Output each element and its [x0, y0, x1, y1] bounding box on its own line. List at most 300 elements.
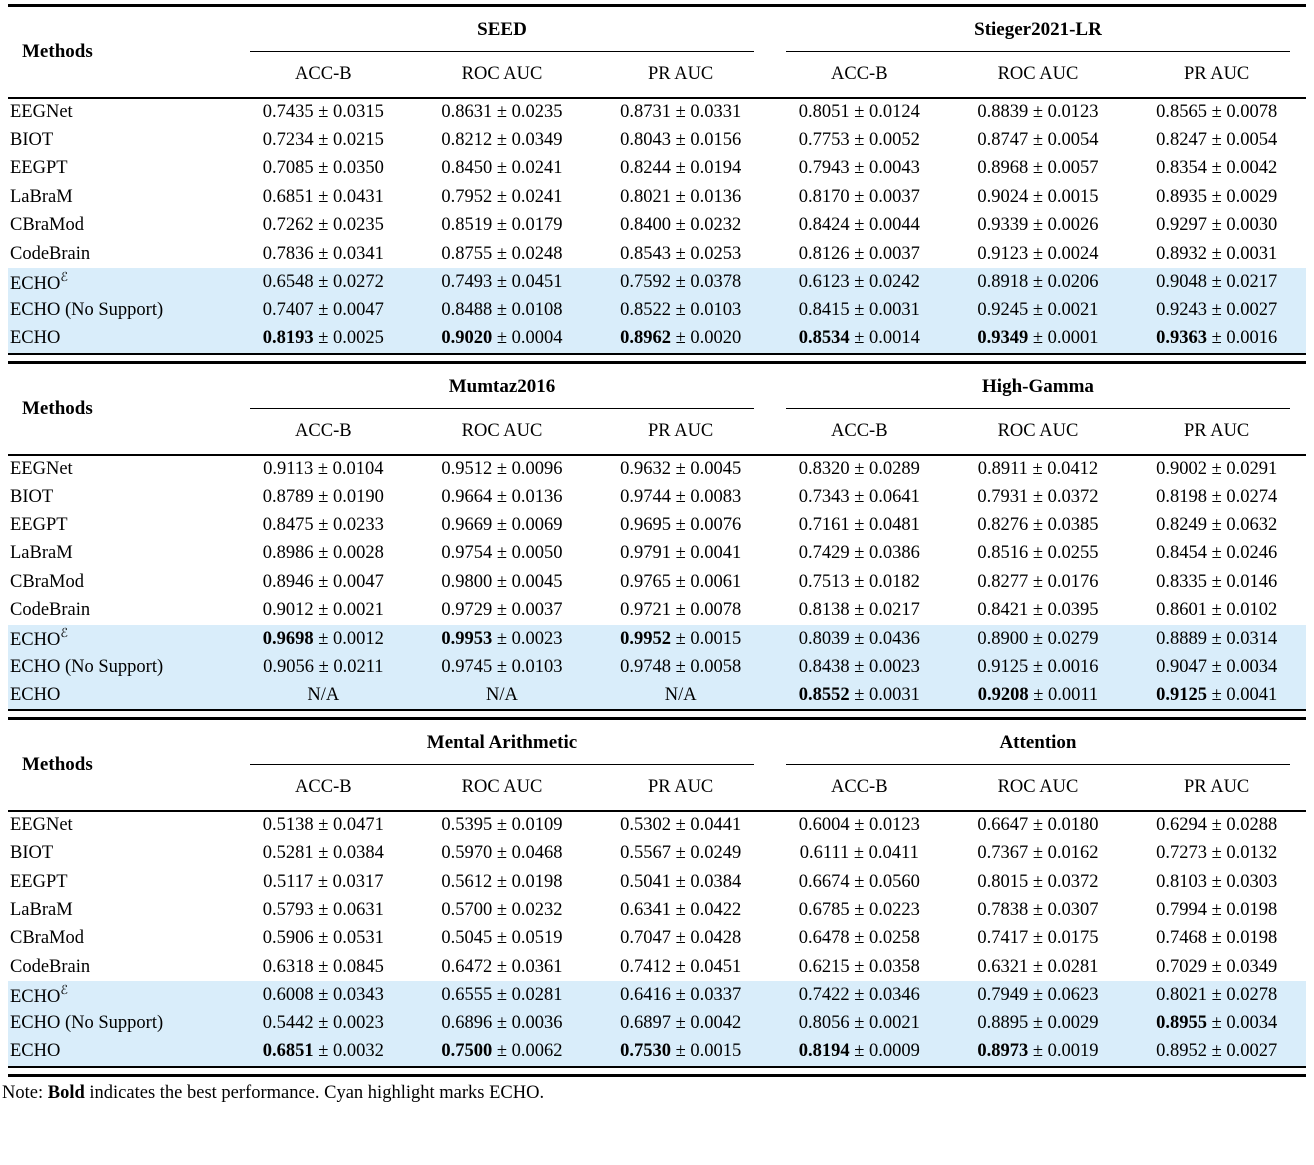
value: 0.8946 — [262, 571, 314, 592]
metric-value-cell: 0.6416 ± 0.0337 — [620, 985, 742, 1006]
table-header — [8, 719, 1306, 812]
value: 0.8911 — [977, 458, 1028, 479]
metric-value-cell: N/A — [664, 684, 697, 705]
method-name: BIOT — [10, 130, 54, 151]
method-name: $ECHO^ℰ$ — [10, 982, 68, 1008]
value: 0.8475 — [262, 514, 314, 535]
value: 0.5138 — [262, 815, 314, 836]
metric-value-cell: 0.8952 ± 0.0027 — [1156, 1041, 1278, 1062]
best-value: 0.9698 — [262, 628, 314, 649]
metric-value-cell: 0.9744 ± 0.0083 — [620, 486, 742, 507]
method-name: CodeBrain — [10, 600, 91, 621]
metric-value-cell: 0.9243 ± 0.0027 — [1156, 300, 1278, 321]
value: 0.8986 — [262, 543, 314, 564]
table-row — [8, 212, 1306, 240]
value: 0.8415 — [798, 300, 850, 321]
value: 0.6341 — [620, 899, 671, 920]
metric-column-header: ACC-B — [234, 409, 413, 455]
metric-value-cell: 0.8212 ± 0.0349 — [441, 130, 563, 151]
metric-column-header: PR AUC — [591, 52, 770, 98]
metric-value-cell: 0.8488 ± 0.0108 — [441, 300, 563, 321]
metric-value-cell: 0.8935 ± 0.0029 — [1156, 186, 1278, 207]
value: 0.5041 — [620, 871, 671, 892]
value: 0.8198 — [1156, 486, 1207, 507]
metric-value-cell: 0.5612 ± 0.0198 — [441, 871, 563, 892]
metric-column-header: ACC-B — [770, 52, 949, 98]
value: 0.9765 — [620, 571, 671, 592]
value: 0.9123 — [977, 243, 1029, 264]
value: 0.7513 — [798, 571, 850, 592]
metric-value-cell: 0.7273 ± 0.0132 — [1156, 843, 1278, 864]
metric-value-cell: 0.9002 ± 0.0291 — [1156, 458, 1278, 479]
value: 0.7753 — [798, 130, 850, 151]
value: 0.5045 — [441, 928, 493, 949]
metric-value-cell: 0.8962 ± 0.0020 — [620, 328, 742, 349]
note-prefix: Note: — [2, 1082, 48, 1103]
value: 0.7931 — [977, 486, 1029, 507]
value: 0.7234 — [262, 130, 314, 151]
value: 0.8138 — [798, 600, 850, 621]
best-value: 0.8962 — [620, 328, 671, 349]
metric-value-cell: 0.5041 ± 0.0384 — [620, 871, 742, 892]
metric-value-cell: 0.9745 ± 0.0103 — [441, 656, 563, 677]
metric-value-cell: 0.9349 ± 0.0001 — [977, 328, 1099, 349]
metric-value-cell: 0.6897 ± 0.0042 — [620, 1013, 742, 1034]
value: 0.9745 — [441, 656, 493, 677]
value: 0.8276 — [977, 514, 1029, 535]
metric-value-cell: 0.8021 ± 0.0278 — [1156, 985, 1278, 1006]
method-name: BIOT — [10, 486, 54, 507]
method-name: ECHO — [10, 684, 61, 705]
method-name: EEGNet — [10, 102, 73, 123]
metric-value-cell: 0.7931 ± 0.0372 — [977, 486, 1099, 507]
metric-column-header: ROC AUC — [413, 765, 592, 811]
method-name: CodeBrain — [10, 243, 91, 264]
metric-value-cell: 0.9512 ± 0.0096 — [441, 458, 563, 479]
metric-value-cell: 0.9748 ± 0.0058 — [620, 656, 742, 677]
metric-value-cell: 0.7234 ± 0.0215 — [262, 130, 384, 151]
metric-value-cell: 0.6123 ± 0.0242 — [798, 272, 920, 293]
metric-value-cell: 0.7952 ± 0.0241 — [441, 186, 563, 207]
dataset-group-header — [770, 6, 1306, 53]
best-value: 0.8552 — [798, 684, 850, 705]
metric-value-cell: 0.8955 ± 0.0034 — [1156, 1013, 1278, 1034]
table-row-echo — [8, 625, 1306, 653]
metric-value-cell: 0.6318 ± 0.0845 — [262, 956, 384, 977]
metric-value-cell: 0.6785 ± 0.0223 — [798, 899, 920, 920]
dataset-title-underline — [786, 364, 1290, 409]
value: 0.5442 — [262, 1013, 314, 1034]
value: 0.8103 — [1156, 871, 1207, 892]
value: 0.8900 — [977, 628, 1029, 649]
dataset-group-header — [234, 6, 770, 53]
best-value: 0.8973 — [977, 1041, 1029, 1062]
table-row — [8, 811, 1306, 839]
value: 0.9125 — [977, 656, 1029, 677]
method-name: LaBraM — [10, 186, 73, 207]
method-name: ECHO (No Support) — [10, 300, 164, 321]
value: 0.6851 — [262, 186, 314, 207]
metric-value-cell: 0.7530 ± 0.0015 — [620, 1041, 742, 1062]
value: 0.9297 — [1156, 215, 1207, 236]
methods-column-header: Methods — [8, 362, 234, 455]
method-name: ECHO — [10, 328, 61, 349]
value: 0.9243 — [1156, 300, 1207, 321]
method-superscript: ℰ — [60, 982, 68, 997]
value: 0.6478 — [798, 928, 850, 949]
method-superscript: ℰ — [60, 269, 68, 284]
metric-value-cell: 0.7949 ± 0.0623 — [977, 985, 1099, 1006]
metric-value-cell: 0.8454 ± 0.0246 — [1156, 543, 1278, 564]
table-row — [8, 98, 1306, 126]
table-body — [8, 455, 1306, 711]
metric-value-cell: 0.8839 ± 0.0123 — [977, 102, 1099, 123]
metric-value-cell: 0.9721 ± 0.0078 — [620, 600, 742, 621]
value: 0.8335 — [1156, 571, 1207, 592]
value: 0.9245 — [977, 300, 1029, 321]
method-name: ECHO (No Support) — [10, 1013, 164, 1034]
metric-value-cell: 0.8731 ± 0.0331 — [620, 102, 742, 123]
metric-value-cell: 0.6004 ± 0.0123 — [798, 815, 920, 836]
dataset-title-underline — [250, 7, 754, 52]
metric-value-cell: 0.8194 ± 0.0009 — [798, 1041, 920, 1062]
metric-value-cell: 0.8755 ± 0.0248 — [441, 243, 563, 264]
table-body — [8, 98, 1306, 354]
metric-value-cell: 0.9123 ± 0.0024 — [977, 243, 1099, 264]
metric-value-cell: 0.6548 ± 0.0272 — [262, 272, 384, 293]
metric-column-header: PR AUC — [1127, 765, 1306, 811]
methods-column-header: Methods — [8, 719, 234, 812]
value: 0.9754 — [441, 543, 493, 564]
metric-value-cell: 0.5117 ± 0.0317 — [263, 871, 384, 892]
metric-value-cell: 0.8193 ± 0.0025 — [262, 328, 384, 349]
value: 0.7407 — [262, 300, 314, 321]
metric-value-cell: 0.6851 ± 0.0431 — [262, 186, 384, 207]
best-value: 0.9208 — [977, 684, 1029, 705]
metric-value-cell: 0.6341 ± 0.0422 — [620, 899, 742, 920]
value: 0.7952 — [441, 186, 493, 207]
table-row — [8, 455, 1306, 483]
metric-column-header: ROC AUC — [949, 765, 1128, 811]
metric-value-cell: 0.8424 ± 0.0044 — [798, 215, 920, 236]
metric-value-cell: 0.9765 ± 0.0061 — [620, 571, 742, 592]
metric-value-cell: 0.8932 ± 0.0031 — [1156, 243, 1278, 264]
method-name: ECHO (No Support) — [10, 656, 164, 677]
value: 0.8247 — [1156, 130, 1207, 151]
value: 0.8895 — [977, 1013, 1029, 1034]
method-name: CBraMod — [10, 928, 84, 949]
metric-value-cell: 0.8103 ± 0.0303 — [1156, 871, 1278, 892]
metric-value-cell: 0.8415 ± 0.0031 — [798, 300, 920, 321]
results-table-section-2 — [8, 361, 1306, 712]
value: 0.8021 — [620, 186, 671, 207]
dataset-group-header — [234, 362, 770, 409]
value: 0.5117 — [263, 871, 314, 892]
metric-column-header: ACC-B — [770, 409, 949, 455]
value: 0.7047 — [620, 928, 671, 949]
metric-value-cell: 0.9012 ± 0.0021 — [262, 600, 384, 621]
value: 0.7994 — [1156, 899, 1207, 920]
best-value: 0.9953 — [441, 628, 493, 649]
metric-value-cell: N/A — [486, 684, 518, 705]
metric-value-cell: 0.8198 ± 0.0274 — [1156, 486, 1278, 507]
dataset-title-underline — [250, 720, 754, 765]
value: 0.6111 — [799, 843, 850, 864]
note-bold-word: Bold — [47, 1082, 85, 1103]
table-row — [8, 596, 1306, 624]
value: 0.8731 — [620, 102, 671, 123]
method-name: $ECHO^ℰ$ — [10, 626, 68, 651]
method-name: EEGNet — [10, 815, 73, 836]
value: 0.7493 — [441, 272, 493, 293]
value: 0.8889 — [1156, 628, 1207, 649]
metric-value-cell: 0.7513 ± 0.0182 — [798, 571, 920, 592]
metric-value-cell: 0.7753 ± 0.0052 — [798, 130, 920, 151]
best-value: 0.9363 — [1156, 328, 1207, 349]
value: 0.7262 — [262, 215, 314, 236]
value: 0.7949 — [977, 985, 1029, 1006]
value: 0.7161 — [798, 514, 850, 535]
value: 0.7085 — [262, 158, 314, 179]
dataset-title: Stieger2021-LR — [974, 19, 1102, 40]
value: 0.6008 — [262, 985, 314, 1006]
table-row-echo — [8, 682, 1306, 710]
metric-value-cell: 0.5442 ± 0.0023 — [262, 1013, 384, 1034]
value: 0.8400 — [620, 215, 671, 236]
metric-value-cell: 0.8244 ± 0.0194 — [620, 158, 742, 179]
value: 0.8212 — [441, 130, 493, 151]
value: 0.8424 — [798, 215, 850, 236]
metric-value-cell: 0.7085 ± 0.0350 — [262, 158, 384, 179]
metric-value-cell: 0.9363 ± 0.0016 — [1156, 328, 1278, 349]
group-header-row — [8, 719, 1306, 766]
metric-value-cell: 0.8889 ± 0.0314 — [1156, 628, 1278, 649]
value: 0.6785 — [798, 899, 850, 920]
metric-value-cell: 0.8276 ± 0.0385 — [977, 514, 1099, 535]
table-row — [8, 511, 1306, 539]
dataset-title: High-Gamma — [982, 375, 1094, 397]
metric-value-cell: 0.9695 ± 0.0076 — [620, 514, 742, 535]
metric-value-cell: 0.8170 ± 0.0037 — [798, 186, 920, 207]
metric-value-cell: 0.9048 ± 0.0217 — [1156, 272, 1278, 293]
value: 0.6548 — [262, 272, 314, 293]
value: 0.7429 — [798, 543, 850, 564]
method-superscript: ℰ — [60, 626, 68, 641]
value: 0.5612 — [441, 871, 493, 892]
dataset-title: Attention — [999, 732, 1077, 754]
value: 0.8565 — [1156, 102, 1207, 123]
table-row — [8, 568, 1306, 596]
metric-value-cell: 0.9047 ± 0.0034 — [1156, 656, 1278, 677]
value: 0.8277 — [977, 571, 1029, 592]
best-value: 0.9125 — [1156, 684, 1207, 705]
dataset-title-underline — [786, 7, 1290, 52]
best-value: 0.9349 — [977, 328, 1029, 349]
results-table-section-1 — [8, 4, 1306, 355]
metric-value-cell: 0.8051 ± 0.0124 — [798, 102, 920, 123]
value: 0.9002 — [1156, 458, 1207, 479]
method-name: EEGPT — [10, 514, 68, 535]
method-name: BIOT — [10, 843, 54, 864]
table-row-echo — [8, 1010, 1306, 1038]
metric-value-cell: 0.6294 ± 0.0288 — [1156, 815, 1278, 836]
dataset-group-header — [770, 719, 1306, 766]
metric-value-cell: 0.6215 ± 0.0358 — [798, 956, 920, 977]
metric-value-cell: 0.9056 ± 0.0211 — [263, 656, 384, 677]
method-name: LaBraM — [10, 543, 73, 564]
metric-value-cell: 0.6555 ± 0.0281 — [441, 985, 563, 1006]
value: 0.8952 — [1156, 1041, 1207, 1062]
value: 0.8244 — [620, 158, 671, 179]
method-name: EEGNet — [10, 458, 73, 479]
metric-value-cell: 0.5138 ± 0.0471 — [262, 815, 384, 836]
metric-value-cell: 0.7943 ± 0.0043 — [798, 158, 920, 179]
best-value: 0.7500 — [441, 1041, 493, 1062]
value: 0.8516 — [977, 543, 1029, 564]
metric-column-header: ROC AUC — [413, 409, 592, 455]
value: 0.7343 — [798, 486, 850, 507]
value: 0.8631 — [441, 102, 493, 123]
metric-value-cell: 0.9754 ± 0.0050 — [441, 543, 563, 564]
metric-value-cell: 0.9632 ± 0.0045 — [620, 458, 742, 479]
metric-value-cell: 0.9698 ± 0.0012 — [262, 628, 384, 649]
table-row-echo — [8, 653, 1306, 681]
best-value: 0.8194 — [798, 1041, 850, 1062]
metric-value-cell: 0.8973 ± 0.0019 — [977, 1041, 1099, 1062]
metric-value-cell: 0.8789 ± 0.0190 — [262, 486, 384, 507]
metric-value-cell: 0.9297 ± 0.0030 — [1156, 215, 1278, 236]
dataset-title: SEED — [477, 19, 527, 40]
value: 0.6321 — [977, 956, 1029, 977]
value: 0.6897 — [620, 1013, 671, 1034]
value: 0.7468 — [1156, 928, 1207, 949]
dataset-title-underline — [786, 720, 1290, 765]
method-name: $ECHO^ℰ$ — [10, 269, 68, 295]
table-row — [8, 483, 1306, 511]
method-name: CBraMod — [10, 215, 84, 236]
value: 0.8918 — [977, 272, 1029, 293]
metric-value-cell: 0.6851 ± 0.0032 — [262, 1041, 384, 1062]
value: 0.9664 — [441, 486, 493, 507]
metric-value-cell: 0.8895 ± 0.0029 — [977, 1013, 1099, 1034]
results-table-section-3 — [8, 717, 1306, 1068]
metric-value-cell: 0.7262 ± 0.0235 — [262, 215, 384, 236]
metric-column-header: PR AUC — [1127, 52, 1306, 98]
value: 0.9632 — [620, 458, 671, 479]
metric-value-cell: 0.8522 ± 0.0103 — [620, 300, 742, 321]
metric-column-header: ROC AUC — [949, 409, 1128, 455]
value: 0.8789 — [262, 486, 314, 507]
metric-value-cell: 0.5302 ± 0.0441 — [620, 815, 742, 836]
metric-column-header: PR AUC — [591, 409, 770, 455]
value: 0.9047 — [1156, 656, 1207, 677]
metric-value-cell: 0.9020 ± 0.0004 — [441, 328, 563, 349]
metric-value-cell: 0.9800 ± 0.0045 — [441, 571, 563, 592]
metric-value-cell: N/A — [307, 684, 340, 705]
value: 0.7592 — [620, 272, 671, 293]
metric-value-cell: 0.7493 ± 0.0451 — [441, 272, 563, 293]
value: 0.7943 — [798, 158, 850, 179]
value: 0.6674 — [798, 871, 850, 892]
metric-value-cell: 0.7029 ± 0.0349 — [1156, 956, 1278, 977]
value: 0.8450 — [441, 158, 493, 179]
metric-value-cell: 0.9339 ± 0.0026 — [977, 215, 1099, 236]
value: 0.5970 — [441, 843, 493, 864]
value: 0.7435 — [262, 102, 314, 123]
value: 0.9512 — [441, 458, 493, 479]
value: 0.9729 — [441, 600, 493, 621]
metric-value-cell: 0.6111 ± 0.0411 — [799, 843, 919, 864]
metric-value-cell: 0.8039 ± 0.0436 — [798, 628, 920, 649]
table-row — [8, 896, 1306, 924]
metric-value-cell: 0.5906 ± 0.0531 — [262, 928, 384, 949]
value: 0.6472 — [441, 956, 493, 977]
value: 0.9721 — [620, 600, 671, 621]
metric-value-cell: 0.8247 ± 0.0054 — [1156, 130, 1278, 151]
metric-value-cell: 0.8438 ± 0.0023 — [798, 656, 920, 677]
method-name: CBraMod — [10, 571, 84, 592]
value: 0.9024 — [977, 186, 1029, 207]
value: 0.8354 — [1156, 158, 1207, 179]
value: 0.8438 — [798, 656, 850, 677]
best-value: 0.8534 — [798, 328, 850, 349]
metric-value-cell: 0.8534 ± 0.0014 — [798, 328, 920, 349]
metric-value-cell: 0.7161 ± 0.0481 — [798, 514, 920, 535]
value: 0.9113 — [263, 458, 314, 479]
value: 0.8839 — [977, 102, 1029, 123]
table-row — [8, 126, 1306, 154]
metric-value-cell: 0.8421 ± 0.0395 — [977, 600, 1099, 621]
metric-value-cell: 0.9113 ± 0.0104 — [263, 458, 384, 479]
value: 0.8051 — [798, 102, 850, 123]
value: 0.6647 — [977, 815, 1029, 836]
value: 0.6294 — [1156, 815, 1207, 836]
value: 0.9695 — [620, 514, 671, 535]
metric-value-cell: 0.6647 ± 0.0180 — [977, 815, 1099, 836]
metric-column-header: ACC-B — [770, 765, 949, 811]
dataset-title: Mumtaz2016 — [448, 375, 556, 397]
value: 0.8543 — [620, 243, 671, 264]
value: 0.8747 — [977, 130, 1029, 151]
value: 0.9800 — [441, 571, 493, 592]
metric-value-cell: 0.7435 ± 0.0315 — [262, 102, 384, 123]
table-row — [8, 925, 1306, 953]
metric-value-cell: 0.7429 ± 0.0386 — [798, 543, 920, 564]
metric-value-cell: 0.6674 ± 0.0560 — [798, 871, 920, 892]
dataset-group-header — [770, 362, 1306, 409]
value: 0.6123 — [798, 272, 850, 293]
metric-value-cell: 0.8056 ± 0.0021 — [798, 1013, 920, 1034]
method-name: ECHO — [10, 1041, 61, 1062]
metric-value-cell: 0.8543 ± 0.0253 — [620, 243, 742, 264]
metric-value-cell: 0.7836 ± 0.0341 — [262, 243, 384, 264]
metric-value-cell: 0.8138 ± 0.0217 — [798, 600, 920, 621]
table-note — [0, 1077, 1314, 1104]
best-value: 0.9952 — [620, 628, 671, 649]
value: 0.5567 — [620, 843, 671, 864]
method-name: EEGPT — [10, 871, 68, 892]
value: 0.8021 — [1156, 985, 1207, 1006]
table-row — [8, 839, 1306, 867]
metric-value-cell: 0.8918 ± 0.0206 — [977, 272, 1099, 293]
value: 0.8043 — [620, 130, 671, 151]
metric-value-cell: 0.8475 ± 0.0233 — [262, 514, 384, 535]
table-row — [8, 953, 1306, 981]
metric-value-cell: 0.9669 ± 0.0069 — [441, 514, 563, 535]
value: 0.6004 — [798, 815, 850, 836]
value: 0.8015 — [977, 871, 1029, 892]
metric-value-cell: 0.7417 ± 0.0175 — [977, 928, 1099, 949]
